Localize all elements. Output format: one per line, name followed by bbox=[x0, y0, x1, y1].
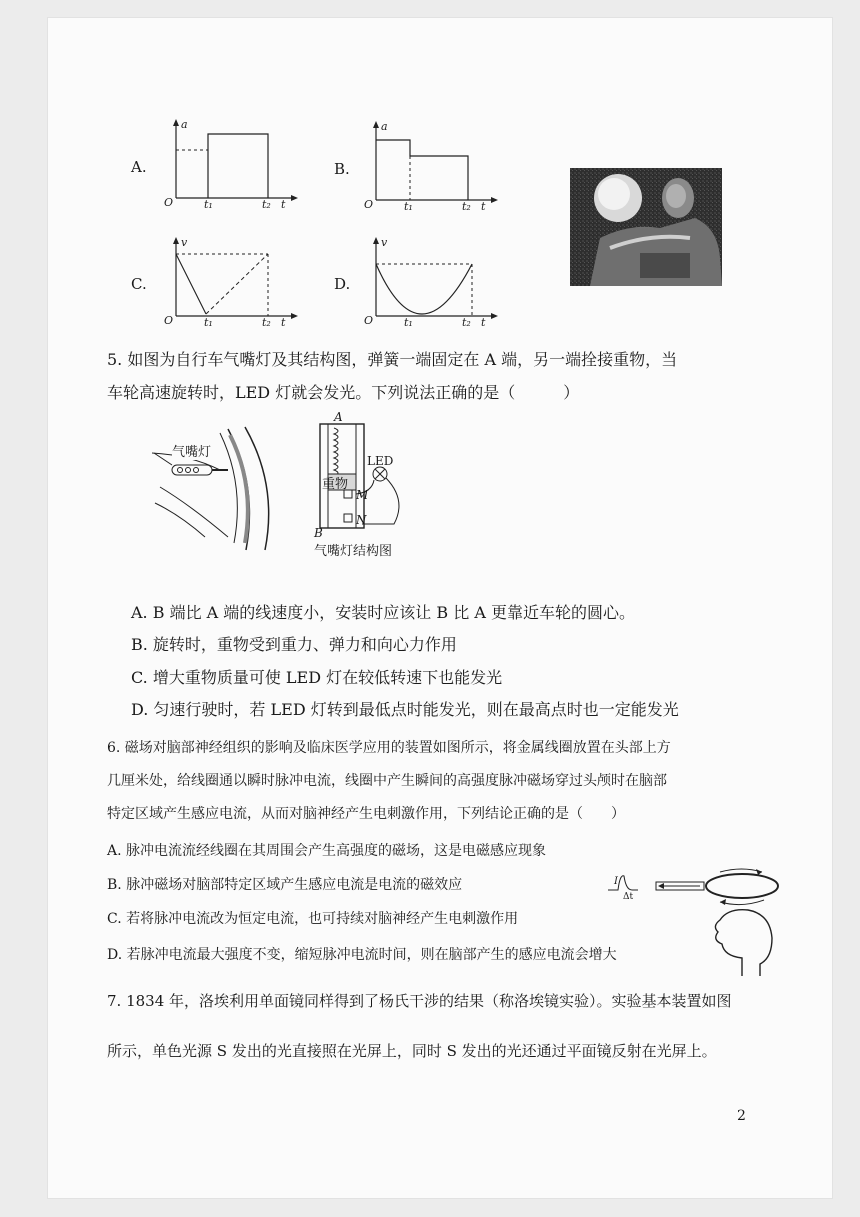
coil-head-figure bbox=[602, 868, 782, 978]
svg-text:O: O bbox=[164, 314, 174, 327]
label-A: A bbox=[334, 410, 343, 424]
graph-d bbox=[360, 236, 500, 328]
lamp-label: 气嘴灯 bbox=[172, 441, 211, 460]
option-b-label: B. bbox=[334, 160, 350, 178]
svg-text:t₁: t₁ bbox=[404, 316, 413, 329]
photo-athlete bbox=[570, 168, 722, 286]
q6-stem-line2: 几厘米处，给线圈通以瞬时脉冲电流，线圈中产生瞬间的高强度脉冲磁场穿过头颅时在脑部 bbox=[107, 773, 667, 789]
q5-stem-line2: 车轮高速旋转时，LED 灯就会发光。下列说法正确的是（ ） bbox=[107, 383, 580, 402]
q5-option-c: C. 增大重物质量可使 LED 灯在较低转速下也能发光 bbox=[131, 668, 503, 687]
q5-option-b: B. 旋转时，重物受到重力、弹力和向心力作用 bbox=[131, 635, 457, 654]
svg-text:t: t bbox=[281, 316, 286, 329]
svg-text:a: a bbox=[181, 118, 188, 131]
q6-option-a: A. 脉冲电流流经线圈在其周围会产生高强度的磁场，这是电磁感应现象 bbox=[107, 843, 547, 859]
svg-text:v: v bbox=[381, 236, 388, 249]
svg-text:O: O bbox=[164, 196, 174, 209]
q5-option-a: A. B 端比 A 端的线速度小，安装时应该让 B 比 A 更靠近车轮的圆心。 bbox=[131, 603, 635, 622]
q6-stem-line3: 特定区域产生感应电流，从而对脑神经产生电刺激作用，下列结论正确的是（ ） bbox=[107, 806, 625, 822]
q6-option-c: C. 若将脉冲电流改为恒定电流，也可持续对脑神经产生电刺激作用 bbox=[107, 911, 519, 927]
svg-text:t₁: t₁ bbox=[404, 200, 413, 213]
q5-stem-line1: 5. 如图为自行车气嘴灯及其结构图，弹簧一端固定在 A 端，另一端拴接重物，当 bbox=[107, 350, 678, 369]
svg-text:t₂: t₂ bbox=[462, 316, 471, 329]
option-d-label: D. bbox=[334, 275, 351, 293]
graph-b bbox=[360, 120, 500, 212]
svg-text:t: t bbox=[481, 316, 486, 329]
graph-a bbox=[160, 118, 300, 210]
option-a-label: A. bbox=[131, 158, 147, 176]
svg-text:t₂: t₂ bbox=[462, 200, 471, 213]
svg-text:t₁: t₁ bbox=[204, 316, 213, 329]
svg-text:t₂: t₂ bbox=[262, 198, 271, 211]
svg-text:t: t bbox=[481, 200, 486, 213]
valve-lamp-figure bbox=[150, 425, 290, 553]
svg-text:t₁: t₁ bbox=[204, 198, 213, 211]
q6-option-d: D. 若脉冲电流最大强度不变，缩短脉冲电流时间，则在脑部产生的感应电流会增大 bbox=[107, 947, 617, 963]
label-N: N bbox=[356, 513, 367, 527]
q7-line1: 7. 1834 年，洛埃利用单面镜同样得到了杨氏干涉的结果（称洛埃镜实验）。实验基本装置如图 bbox=[107, 992, 732, 1010]
svg-text:t: t bbox=[281, 198, 286, 211]
label-weight: 重物 bbox=[322, 477, 349, 492]
svg-text:v: v bbox=[181, 236, 188, 249]
svg-text:O: O bbox=[364, 314, 374, 327]
label-dt: Δt bbox=[623, 892, 634, 902]
label-B: B bbox=[314, 526, 323, 540]
svg-text:O: O bbox=[364, 198, 374, 211]
structure-caption: 气嘴灯结构图 bbox=[314, 544, 393, 559]
graph-c bbox=[160, 236, 300, 328]
q6-option-b: B. 脉冲磁场对脑部特定区域产生感应电流是电流的磁效应 bbox=[107, 877, 463, 893]
svg-text:t₂: t₂ bbox=[262, 316, 271, 329]
svg-text:a: a bbox=[381, 120, 388, 133]
label-M: M bbox=[356, 488, 369, 502]
q7-line2: 所示，单色光源 S 发出的光直接照在光屏上，同时 S 发出的光还通过平面镜反射在光屏上。 bbox=[107, 1042, 717, 1060]
q5-option-d: D. 匀速行驶时，若 LED 灯转到最低点时能发光，则在最高点时也一定能发光 bbox=[131, 700, 679, 719]
option-c-label: C. bbox=[131, 275, 147, 293]
page-number: 2 bbox=[737, 1108, 746, 1124]
q6-stem-line1: 6. 磁场对脑部神经组织的影响及临床医学应用的装置如图所示，将金属线圈放置在头部上方 bbox=[107, 740, 671, 756]
label-I: I bbox=[614, 876, 618, 887]
label-led: LED bbox=[367, 454, 394, 468]
